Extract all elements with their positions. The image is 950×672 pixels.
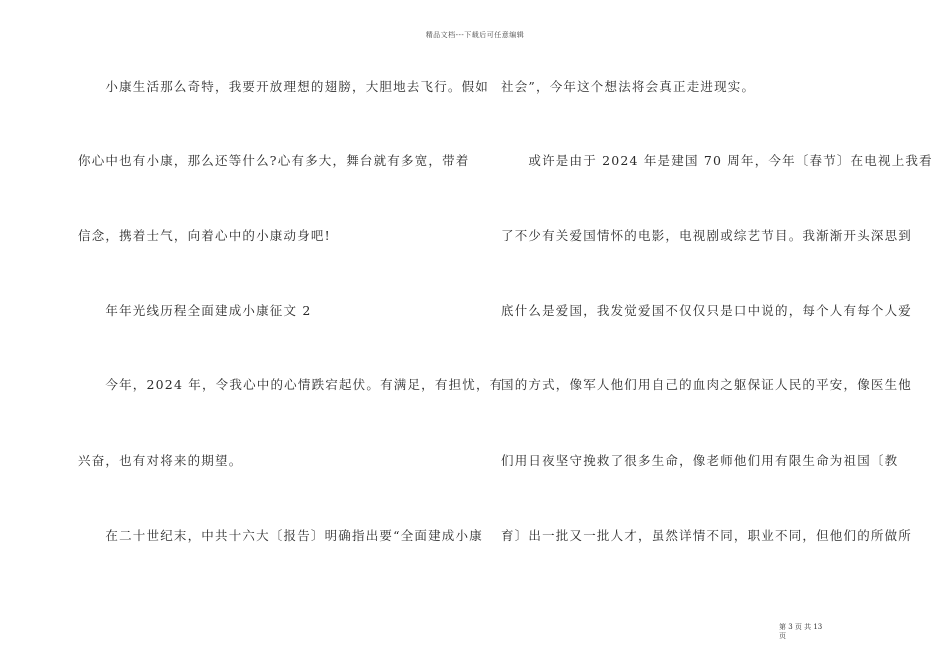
paragraph-line: 了不少有关爱国情怀的电影，电视剧或综艺节目。我渐渐开头深思到 [501,228,913,243]
paragraph-line: 育〕出一批又一批人才，虽然详情不同，职业不同，但他们的所做所 [501,528,913,543]
paragraph-line: 们用日夜坚守挽救了很多生命，像老师他们用有限生命为祖国〔教 [501,453,899,468]
paragraph-line: 社会”，今年这个想法将会真正走进现实。 [501,79,756,94]
paragraph-line: 信念，携着士气，向着心中的小康动身吧! [78,228,331,243]
paragraph-line: 兴奋，也有对将来的期望。 [78,453,243,468]
paragraph-line: 或许是由于 2024 年是建国 70 周年，今年〔春节〕在电视上我看 [501,153,933,168]
page-number-line: 第 3 页 共 13 [779,623,823,631]
paragraph-line: 小康生活那么奇特，我要开放理想的翅膀，大胆地去飞行。假如 [78,79,490,94]
paragraph-line: 年年光线历程全面建成小康征文 2 [78,303,312,318]
page-number-line: 页 [779,632,786,640]
page-number [779,623,822,641]
paragraph-line: 在二十世纪末，中共十六大〔报告〕明确指出要“全面建成小康 [78,528,483,543]
page-header: 精品文档---下载后可任意编辑 [425,31,525,39]
paragraph-line: 底什么是爱国，我发觉爱国不仅仅只是口中说的，每个人有每个人爱 [501,303,913,318]
paragraph-line: 你心中也有小康，那么还等什么?心有多大，舞台就有多宽，带着 [78,153,470,168]
paragraph-line: 国的方式，像军人他们用自己的血肉之躯保证人民的平安，像医生他 [501,377,913,392]
paragraph-line: 今年，2024 年，令我心中的心情跌宕起伏。有满足，有担忧，有 [78,377,504,392]
